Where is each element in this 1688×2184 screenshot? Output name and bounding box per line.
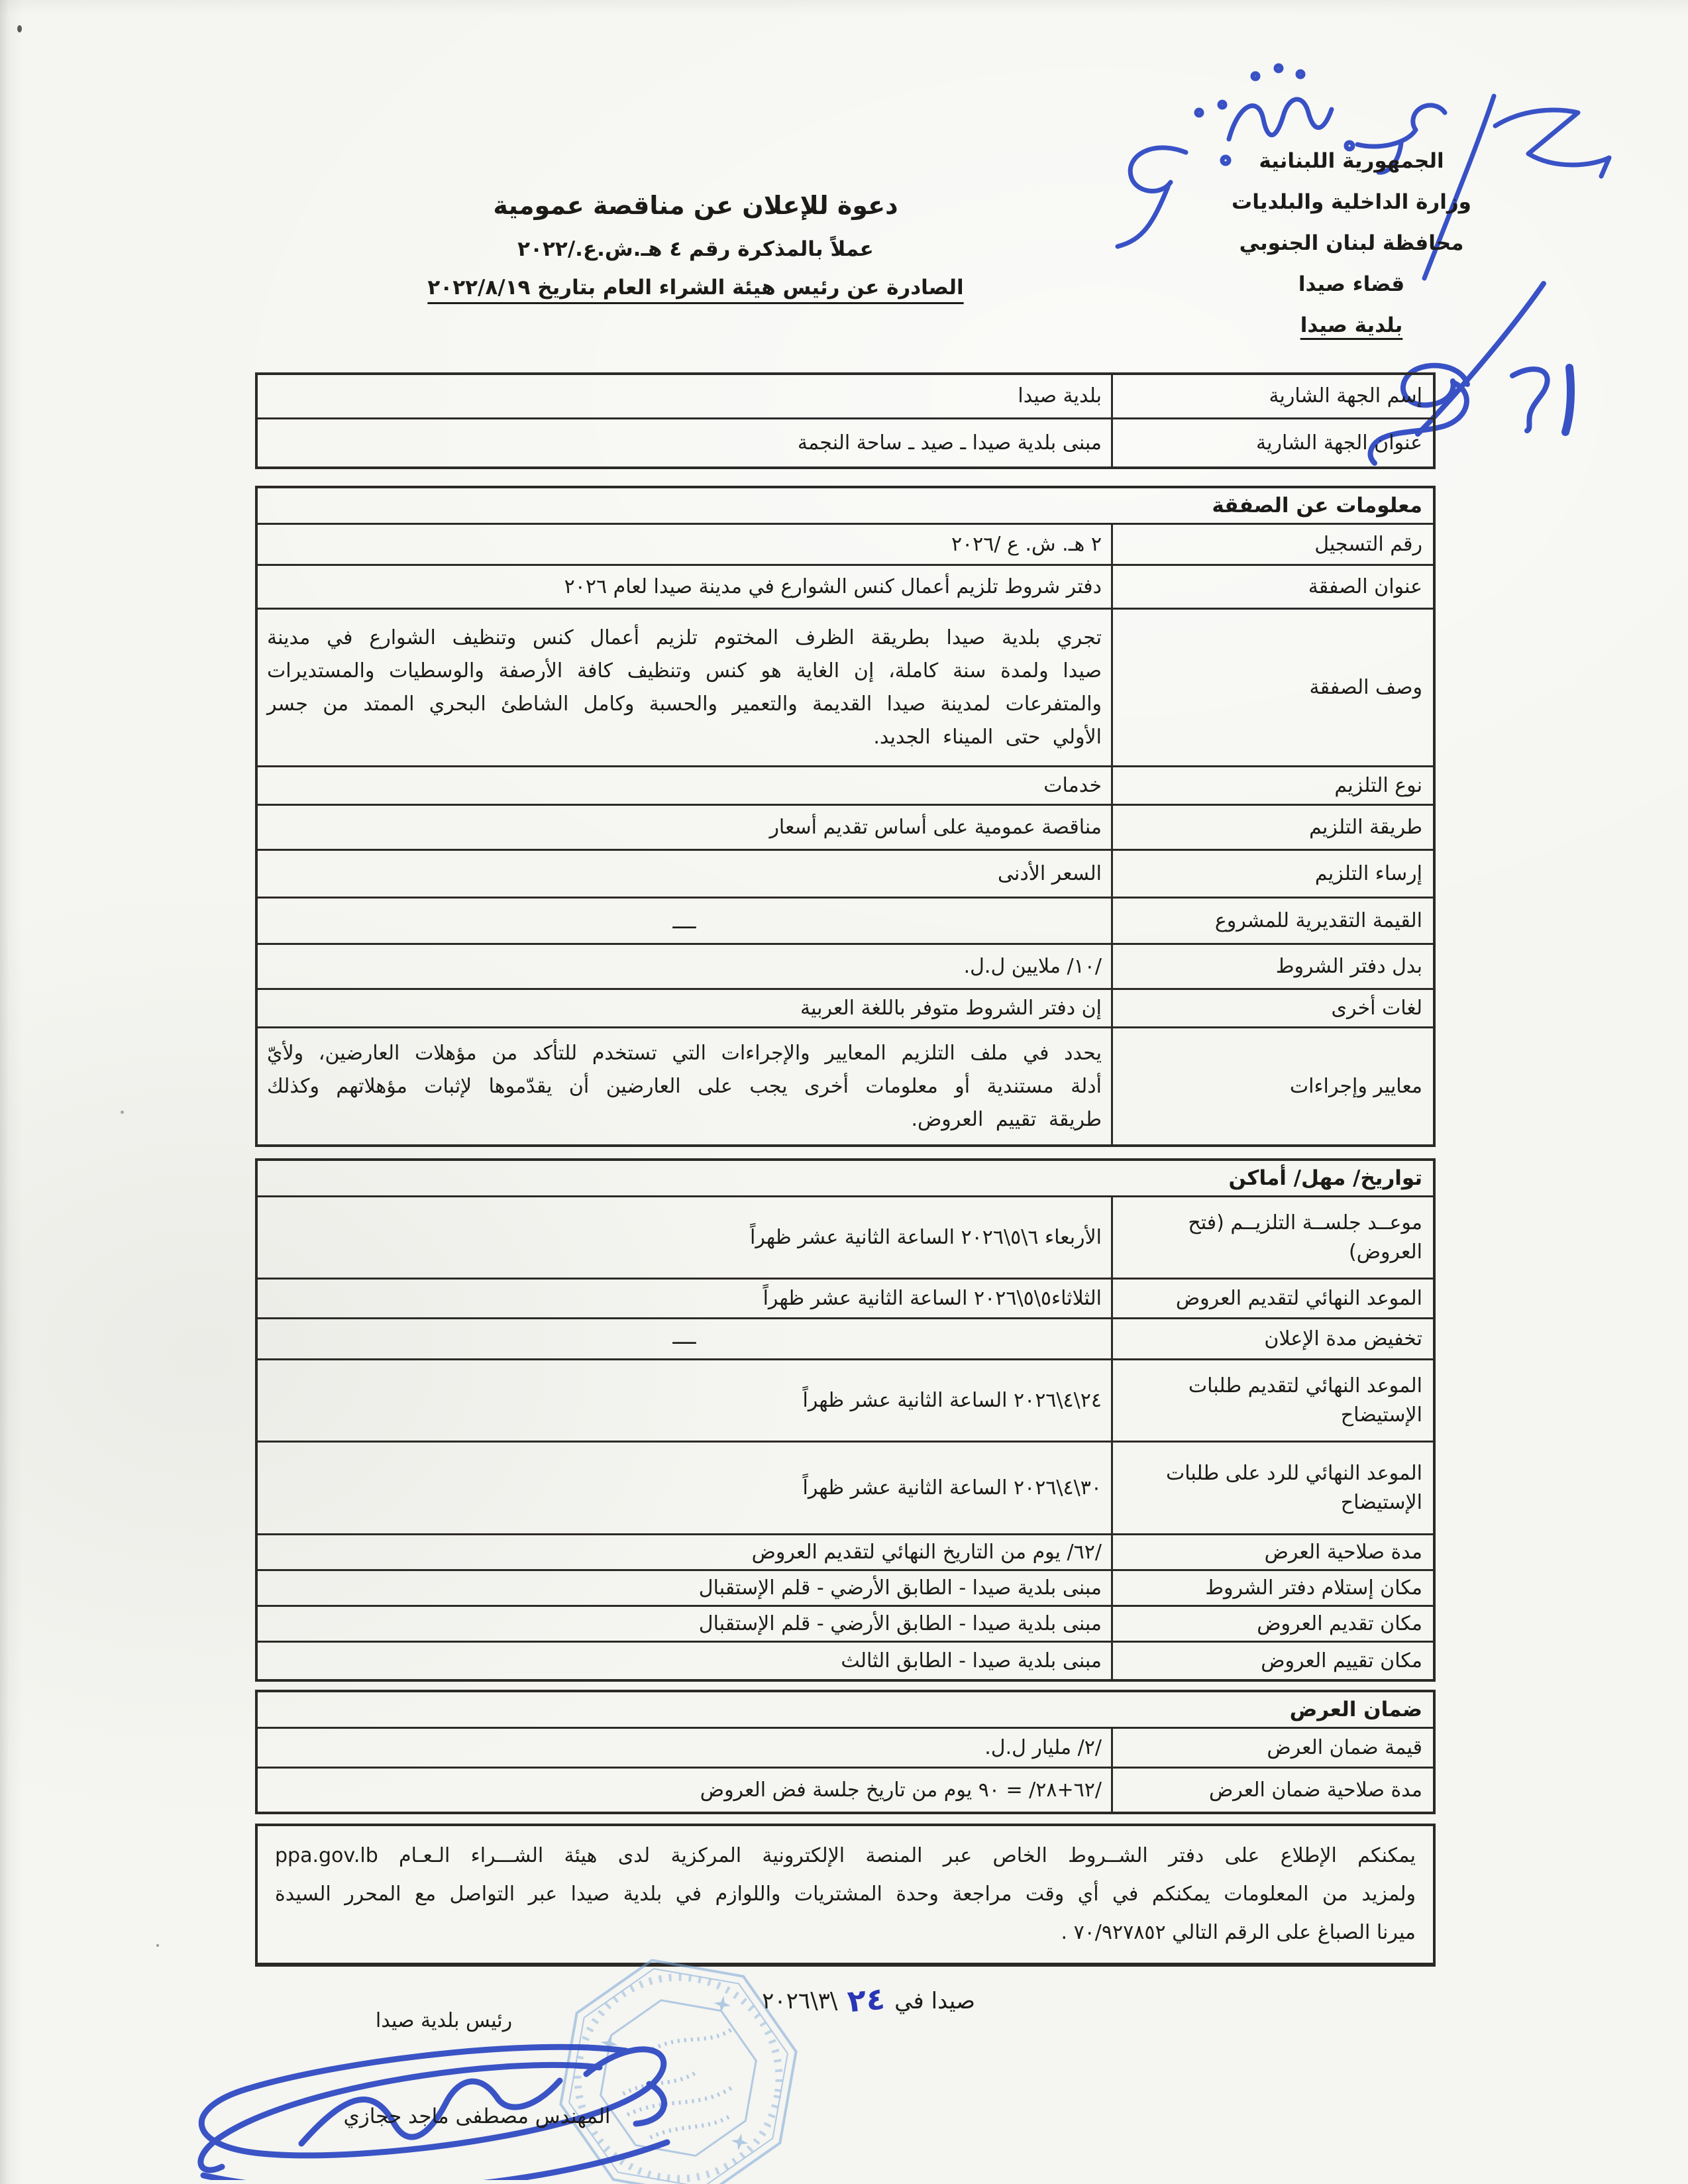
row-label: رقم التسجيل xyxy=(1111,525,1433,564)
info-note xyxy=(255,1824,1436,1967)
table-row xyxy=(258,1278,1433,1317)
table-row xyxy=(258,943,1433,988)
row-value: دفتر شروط تلزيم أعمال كنس الشوارع في مدينة صيدا لعام ٢٠٢٦ xyxy=(564,574,1102,598)
org-line: الجمهورية اللبنانية xyxy=(1259,149,1444,173)
row-value: /٢/ مليار ل.ل. xyxy=(984,1735,1102,1759)
row-label: موعــد جلســة التلزيــم (فتح العروض) xyxy=(1111,1197,1433,1278)
row-label: بدل دفتر الشروط xyxy=(1111,945,1433,988)
table-row xyxy=(258,897,1433,943)
table-row xyxy=(258,765,1433,804)
org-line: قضاء صيدا xyxy=(1298,272,1405,296)
row-value: ٢٤\٤\٢٠٢٦ الساعة الثانية عشر ظهراً xyxy=(802,1388,1102,1412)
row-label: نوع التلزيم xyxy=(1111,767,1433,804)
row-label: الموعد النهائي لتقديم طلبات الإستيضاح xyxy=(1111,1360,1433,1441)
place-date-rest: \٣\٢٠٢٦ xyxy=(762,1988,838,2014)
signer-title: رئيس بلدية صيدا xyxy=(375,2009,513,2032)
note-line: ميرنا الصباغ على الرقم التالي ٧٠/٩٢٧٨٥٢ . xyxy=(1061,1921,1416,1944)
table-row xyxy=(258,375,1433,417)
row-label: مكان إستلام دفتر الشروط xyxy=(1111,1571,1433,1605)
row-value: ــــ xyxy=(672,910,696,934)
deal-info-table xyxy=(255,486,1436,1147)
row-value: مبنى بلدية صيدا - الطابق الثالث xyxy=(841,1649,1102,1672)
signer-name: المهندس مصطفى ماجد حجازي xyxy=(343,2104,611,2128)
row-value: بلدية صيدا xyxy=(1018,384,1102,408)
table-row xyxy=(258,1641,1433,1679)
row-label: معايير وإجراءات xyxy=(1111,1028,1433,1144)
row-value: يحدد في ملف التلزيم المعايير والإجراءات التي تستخدم للتأكد من مؤهلات العارضين، ولأيّ أدلة مستندية أو معلومات أخرى يجب على العارضين أن يقدّموها لإثبات مؤهلاتهم وكذلك طريقة تقييم العروض. xyxy=(267,1041,1102,1131)
row-value: ــــ xyxy=(672,1326,696,1349)
row-value: ٢ هـ. ش. ع /٢٠٢٦ xyxy=(951,532,1102,556)
row-value: مبنى بلدية صيدا ـ صيد ـ ساحة النجمة xyxy=(797,431,1102,455)
row-label: الموعد النهائي للرد على طلبات الإستيضاح xyxy=(1111,1443,1433,1533)
org-line-municipality: بلدية صيدا xyxy=(1300,313,1403,337)
memo-line: عملاً بالمذكرة رقم ٤ هـ.ش.ع./٢٠٢٢ xyxy=(517,237,874,261)
table-row xyxy=(258,523,1433,564)
row-value: /٦٢/ يوم من التاريخ النهائي لتقديم العروض xyxy=(751,1540,1102,1564)
scan-speck xyxy=(121,1111,124,1114)
row-label: مدة صلاحية العرض xyxy=(1111,1535,1433,1569)
row-value: الأربعاء ٦\٥\٢٠٢٦ الساعة الثانية عشر ظهراً xyxy=(750,1225,1102,1249)
row-value: ٣٠\٤\٢٠٢٦ الساعة الثانية عشر ظهراً xyxy=(802,1476,1102,1500)
table-row xyxy=(258,1195,1433,1278)
table-row xyxy=(258,849,1433,897)
scan-speck xyxy=(156,1944,159,1947)
table-section-header: ضمان العرض xyxy=(1289,1698,1422,1721)
row-value: خدمات xyxy=(1043,773,1102,797)
org-line: وزارة الداخلية والبلديات xyxy=(1232,190,1471,214)
row-label: مكان تقييم العروض xyxy=(1111,1643,1433,1679)
row-label: قيمة ضمان العرض xyxy=(1111,1729,1433,1767)
table-row xyxy=(258,988,1433,1026)
row-value: إن دفتر الشروط متوفر باللغة العربية xyxy=(800,996,1102,1020)
row-value: /١٠/ ملايين ل.ل. xyxy=(963,954,1102,978)
row-label: الموعد النهائي لتقديم العروض xyxy=(1111,1280,1433,1317)
table-row xyxy=(258,804,1433,849)
row-label: طريقة التلزيم xyxy=(1111,806,1433,849)
note-line: يمكنكم الإطلاع على دفتر الشــروط الخاص عبر المنصة الإلكترونية المركزية لدى هيئة الشـــراء الـعـام ppa.gov.lb xyxy=(275,1844,1416,1867)
table-section-header: تواريخ/ مهل/ أماكن xyxy=(1228,1166,1422,1190)
guarantee-table xyxy=(255,1690,1436,1814)
table-row xyxy=(258,1569,1433,1605)
table-row xyxy=(258,1533,1433,1569)
issued-line: الصادرة عن رئيس هيئة الشراء العام بتاريخ ٢٠٢٢/٨/١٩ xyxy=(427,276,964,300)
table-row xyxy=(258,1358,1433,1441)
row-value: مبنى بلدية صيدا - الطابق الأرضي - قلم الإستقبال xyxy=(698,1576,1102,1600)
row-label: تخفيض مدة الإعلان xyxy=(1111,1319,1433,1358)
handwritten-day: ٢٤ xyxy=(846,1980,886,2020)
table-row xyxy=(258,1317,1433,1358)
row-label: عنوان الصفقة xyxy=(1111,566,1433,608)
row-label: إرساء التلزيم xyxy=(1111,851,1433,897)
row-label: القيمة التقديرية للمشروع xyxy=(1111,899,1433,943)
row-value: /٦٢+٢٨/ = ٩٠ يوم من تاريخ جلسة فض العروض xyxy=(700,1778,1102,1802)
row-label: وصف الصفقة xyxy=(1111,610,1433,765)
table-row xyxy=(258,1026,1433,1144)
table-row xyxy=(258,564,1433,608)
place-date-prefix: صيدا في xyxy=(894,1988,975,2014)
row-label: مدة صلاحية ضمان العرض xyxy=(1111,1769,1433,1812)
document-title: دعوة للإعلان عن مناقصة عمومية xyxy=(493,191,898,220)
table-row xyxy=(258,1605,1433,1641)
row-value: الثلاثاء٥\٥\٢٠٢٦ الساعة الثانية عشر ظهراً xyxy=(763,1286,1102,1310)
row-label: لغات أخرى xyxy=(1111,990,1433,1026)
row-value: مبنى بلدية صيدا - الطابق الأرضي - قلم الإستقبال xyxy=(698,1611,1102,1635)
org-line: محافظة لبنان الجنوبي xyxy=(1239,231,1464,255)
buyer-table xyxy=(255,372,1436,469)
place-date xyxy=(762,1980,975,2020)
row-label: مكان تقديم العروض xyxy=(1111,1607,1433,1641)
row-value: السعر الأدنى xyxy=(998,861,1102,885)
signature-ink-icon xyxy=(162,2011,712,2180)
table-section-header: معلومات عن الصفقة xyxy=(1212,494,1422,518)
title-block xyxy=(305,191,1086,300)
table-row xyxy=(258,1727,1433,1767)
row-label: عنوان الجهة الشارية xyxy=(1111,419,1433,466)
table-row xyxy=(258,608,1433,765)
org-header xyxy=(1166,140,1537,346)
dates-table xyxy=(255,1158,1436,1682)
row-value: تجري بلدية صيدا بطريقة الظرف المختوم تلزيم أعمال كنس وتنظيف الشوارع في مدينة صيدا ولمدة سنة كاملة، إن الغاية هو كنس وتنظيف كافة الأرصفة والوسطيات والمستديرات والمتفرعات لمدينة صيدا القديمة والتعمير والحسبة وكامل الشاطئ البحري الممتد من جسر الأولي حتى الميناء الجديد. xyxy=(267,626,1102,749)
row-value: مناقصة عمومية على أساس تقديم أسعار xyxy=(769,815,1102,839)
table-row xyxy=(258,1441,1433,1533)
note-line: ولمزيد من المعلومات يمكنكم في أي وقت مراجعة وحدة المشتريات واللوازم في بلدية صيدا عبر التواصل مع المحرر السيدة xyxy=(275,1883,1416,1906)
table-row xyxy=(258,417,1433,466)
scan-speck xyxy=(17,25,22,32)
row-label: إسم الجهة الشارية xyxy=(1111,375,1433,417)
table-row xyxy=(258,1767,1433,1812)
